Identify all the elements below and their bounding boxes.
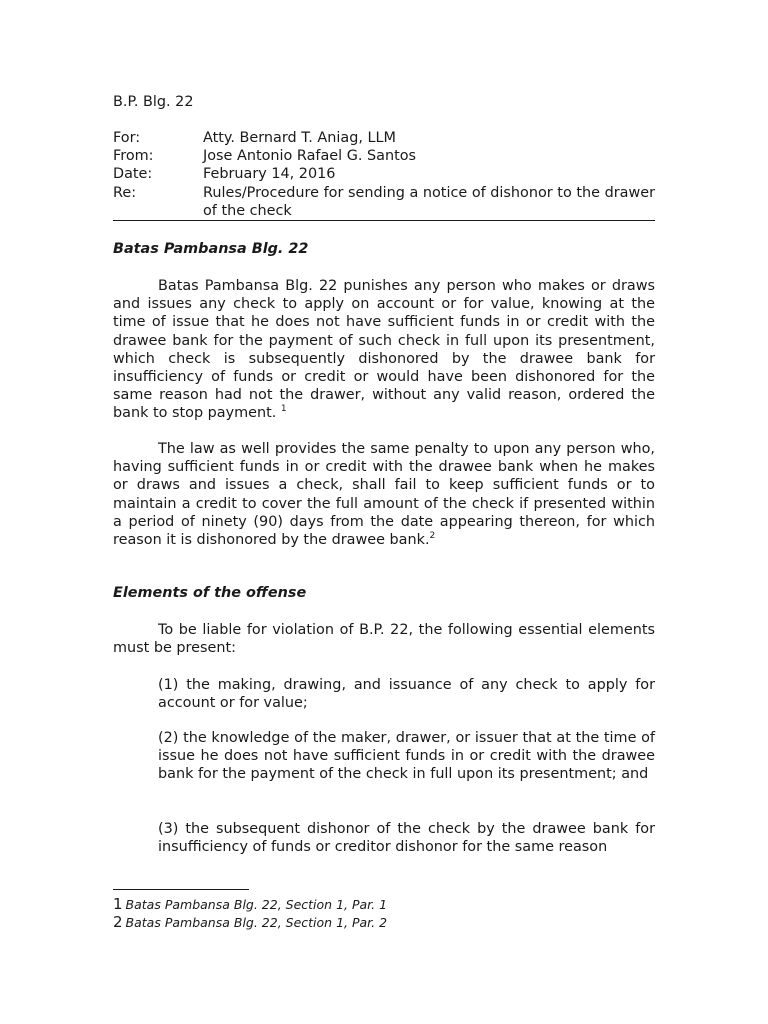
memo-from-label: From: bbox=[113, 148, 154, 165]
list-item-element-1: (1) the making, drawing, and issuance of any check to apply for account or for value; bbox=[158, 677, 655, 712]
footnote-number: 2 bbox=[113, 913, 123, 931]
memo-date-value: February 14, 2016 bbox=[203, 166, 336, 183]
footnote-2 bbox=[113, 913, 387, 932]
footnote-text: Batas Pambansa Blg. 22, Section 1, Par. 2 bbox=[125, 915, 388, 930]
memo-re-label: Re: bbox=[113, 184, 137, 201]
header-divider bbox=[113, 220, 655, 221]
list-item-element-2: (2) the knowledge of the maker, drawer, or issuer that at the time of issue he does not have sufficient funds in or credit with the drawee bank for the payment of the check in full upon its presentment; and bbox=[158, 730, 655, 783]
footnote-divider bbox=[113, 889, 249, 890]
memo-for-label: For: bbox=[113, 130, 141, 146]
list-item-element-3: (3) the subsequent dishonor of the check by the drawee bank for insufficiency of funds or creditor dishonor for the same reason bbox=[158, 821, 655, 856]
memo-re-value: Rules/Procedure for sending a notice of dishonor to the drawer of the check bbox=[203, 184, 655, 219]
memo-for-row bbox=[113, 129, 655, 147]
section-heading-bp22: Batas Pambansa Blg. 22 bbox=[113, 241, 309, 257]
footnote-ref-1[interactable]: 1 bbox=[280, 404, 287, 415]
paragraph-text: Batas Pambansa Blg. 22 punishes any person who makes or draws and issues any check to apply on account or for value, knowing at the time of issue that he does not have sufficient funds in or credit with the drawee bank for the payment of such check in full upon its presentment, which check is subsequently dishonored by the drawee bank for insufficiency of funds or credit or would have been dishonored for the same reason had not the drawer, without any valid reason, ordered the bank to stop payment. bbox=[113, 278, 655, 422]
memo-header bbox=[113, 129, 655, 220]
memo-date-row bbox=[113, 165, 655, 183]
memo-from-row bbox=[113, 147, 655, 165]
memo-date-label: Date: bbox=[113, 166, 153, 183]
footnote-text: Batas Pambansa Blg. 22, Section 1, Par. 1 bbox=[125, 897, 388, 912]
footnote-ref-2[interactable]: 2 bbox=[429, 531, 436, 542]
memo-from-value: Jose Antonio Rafael G. Santos bbox=[203, 148, 417, 165]
paragraph-elements-intro: To be liable for violation of B.P. 22, the following essential elements must be present: bbox=[113, 622, 655, 657]
memo-re-row bbox=[113, 184, 655, 220]
footnote-1 bbox=[113, 895, 387, 914]
memo-for-value: Atty. Bernard T. Aniag, LLM bbox=[203, 130, 396, 146]
footnote-number: 1 bbox=[113, 895, 123, 913]
section-heading-elements: Elements of the offense bbox=[113, 585, 307, 601]
paragraph-text: The law as well provides the same penalty to upon any person who, having sufficient funds in or credit with the drawee bank when he makes or draws and issues a check, shall fail to keep sufficient funds or to maintain a credit to cover the full amount of the check if presented within a period of ninety (90) days from the date appearing thereon, for which reason it is dishonored by the drawee bank. bbox=[113, 441, 655, 549]
document-id: B.P. Blg. 22 bbox=[113, 94, 194, 110]
paragraph-bp22-penalty bbox=[113, 440, 655, 549]
paragraph-bp22-definition bbox=[113, 277, 655, 423]
